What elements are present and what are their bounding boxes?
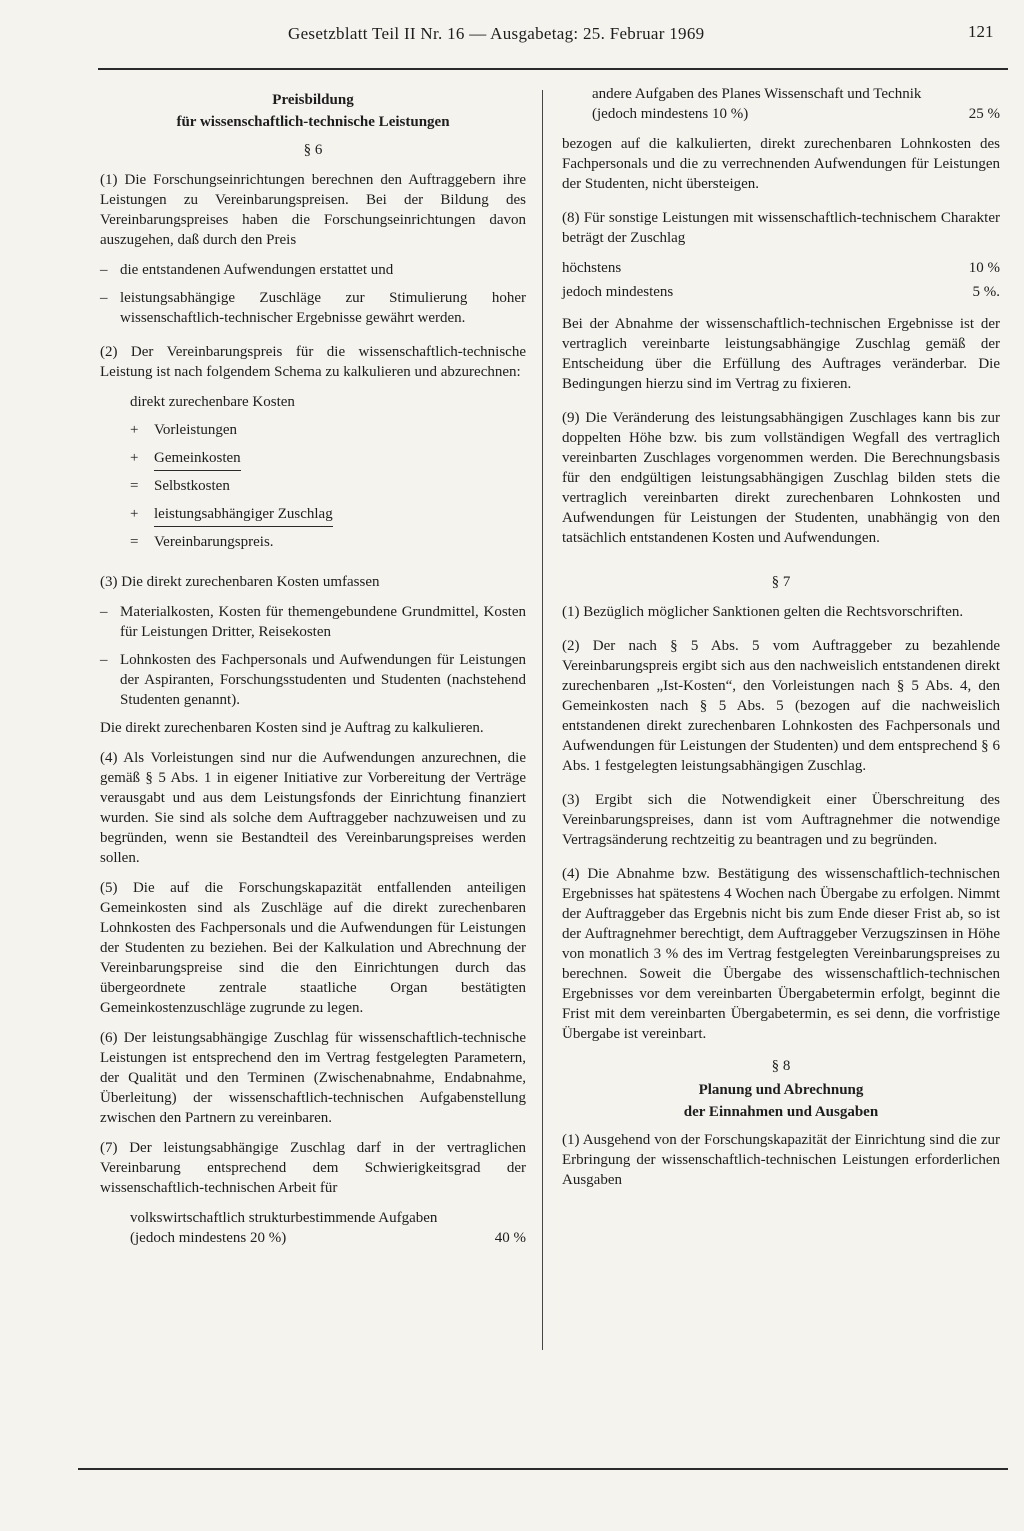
calc-line [130, 392, 526, 420]
section-heading: der Einnahmen und Ausgaben [683, 1104, 879, 1120]
rate-value: 5 %. [972, 284, 1000, 300]
paragraph: (1) Ausgehend von der Forschungskapazität der Einrichtung sind die zur Erbringung der wissenschaftlich-technischen Leistungen erforderlichen Ausgaben [562, 1132, 1000, 1188]
calc-item: direkt zurechenbare Kosten [130, 394, 295, 410]
rate-value: 40 % [494, 1230, 526, 1246]
plus-sign: + [130, 422, 139, 438]
header-title: Gesetzblatt Teil II Nr. 16 — Ausgabetag: 25. Februar 1969 [288, 24, 705, 43]
rate-row [562, 282, 1000, 302]
page-header [0, 18, 1024, 46]
calc-item: leistungsabhängiger Zuschlag [154, 504, 333, 527]
dash-text: leistungsabhängige Zuschläge zur Stimulierung hoher wissenschaftlich-technischer Ergebnisse gewährt werden. [120, 290, 526, 326]
paragraph: (3) Die direkt zurechenbaren Kosten umfassen [100, 574, 380, 590]
section-heading: Preisbildung [272, 92, 354, 108]
paragraph: Die direkt zurechenbaren Kosten sind je Auftrag zu kalkulieren. [100, 720, 484, 736]
paragraph-number: § 6 [303, 142, 323, 158]
rate-text: volkswirtschaftlich strukturbestimmende Aufgaben (jedoch mindestens 20 %) [130, 1210, 438, 1246]
paragraph: (1) Die Forschungseinrichtungen berechnen den Auftraggebern ihre Leistungen zu Vereinbarungspreisen. Bei der Bildung des Vereinbarungspreises haben die Forschungseinrichtungen davon auszugehen, daß durch den Preis [100, 172, 526, 248]
dash-text: die entstandenen Aufwendungen erstattet und [120, 262, 394, 278]
calc-line [130, 420, 526, 448]
dash-mark: – [100, 290, 108, 306]
calc-item: Vorleistungen [154, 422, 238, 438]
paragraph: (4) Als Vorleistungen sind nur die Aufwendungen anzurechnen, die gemäß § 5 Abs. 1 in eigener Initiative zur Vorbereitung der Verträge verausgabt und aus dem Leistungsfonds der Einrichtung finanziert wurden. Sie sind als solche dem Auftraggeber nachzuweisen und zu begründen, wenn sie Bestandteil des Vereinbarungspreises werden sollen. [100, 750, 526, 866]
rate-entry [592, 84, 1000, 124]
calc-line [130, 504, 526, 532]
footer-rule [78, 1468, 1008, 1470]
dash-item [100, 602, 526, 642]
calc-line [130, 448, 526, 476]
dash-mark: – [100, 652, 108, 668]
paragraph-number: § 7 [771, 574, 791, 590]
paragraph: (3) Ergibt sich die Notwendigkeit einer Überschreitung des Vereinbarungspreises, dann ist vom Auftragnehmer die notwendige Vertragsänderung rechtzeitig zu beantragen und zu begründen. [562, 792, 1000, 848]
paragraph: (6) Der leistungsabhängige Zuschlag für wissenschaftlich-technische Leistungen ist entsprechend den im Vertrag festgelegten Parametern, der Qualität und den Terminen (Zwischenabnahme, Endabnahme, Überleitung) der wissenschaftlich-technischen Aufgabenstellung zwischen den Partnern zu vereinbaren. [100, 1030, 526, 1126]
rate-label: jedoch mindestens [562, 284, 674, 300]
calc-item: Gemeinkosten [154, 448, 241, 471]
paragraph: bezogen auf die kalkulierten, direkt zurechenbaren Lohnkosten des Fachpersonals und die zu verrechnenden Aufwendungen für Leistungen der Studenten, nicht übersteigen. [562, 136, 1000, 192]
equals-sign: = [130, 534, 139, 550]
calc-item: Vereinbarungspreis. [154, 534, 274, 550]
column-divider [542, 90, 543, 1350]
paragraph: (1) Bezüglich möglicher Sanktionen gelten die Rechtsvorschriften. [562, 604, 964, 620]
page-number: 121 [968, 22, 994, 41]
paragraph: (5) Die auf die Forschungskapazität entfallenden anteiligen Gemeinkosten sind als Zuschläge auf die direkt zurechenbaren Lohnkosten des Fachpersonals und die Aufwendungen für Leistungen der Studenten zu beziehen. Bei der Kalkulation und Abrechnung der Vereinbarungspreise sind die den Einrichtungen durch das übergeordnete zentrale staatliche Organ bestätigten Gemeinkostenzuschläge zugrunde zu legen. [100, 880, 526, 1016]
calc-line [130, 476, 526, 504]
dash-item [100, 650, 526, 710]
paragraph: Bei der Abnahme der wissenschaftlich-technischen Ergebnisse ist der vertraglich vereinbarte leistungsabhängige Zuschlag gemäß der Entscheidung über die Erfüllung des Auftrages veränderbar. Die Bedingungen hierzu sind im Vertrag zu fixieren. [562, 316, 1000, 392]
dash-mark: – [100, 262, 108, 278]
price-calculation-scheme [130, 392, 526, 560]
dash-text: Lohnkosten des Fachpersonals und Aufwendungen für Leistungen der Aspiranten, Forschungsstudenten und Studenten (nachstehend Studenten genannt). [120, 652, 526, 708]
equals-sign: = [130, 478, 139, 494]
rate-entry [130, 1208, 526, 1248]
rate-row [562, 258, 1000, 278]
calc-item: Selbstkosten [154, 478, 230, 494]
dash-item [100, 288, 526, 328]
paragraph: (2) Der nach § 5 Abs. 5 vom Auftraggeber zu bezahlende Vereinbarungspreis ergibt sich aus den nachweislich entstandenen direkt zurechenbaren „Ist-Kosten“, den Vorleistungen nach § 5 Abs. 4, den Gemeinkosten nach § 5 Abs. 5 (bezogen auf die nachweislich entstandenen direkt zurechenbaren Lohnkosten des Fachpersonals und Aufwendungen für Leistungen der Studenten) und dem entsprechend § 6 Abs. 1 festgelegten leistungsabhängigen Zuschlag. [562, 638, 1000, 774]
paragraph: (4) Die Abnahme bzw. Bestätigung des wissenschaftlich-technischen Ergebnisses hat spätestens 4 Wochen nach Übergabe zu erfolgen. Nimmt der Auftraggeber das Ergebnis nicht bis zum Ende dieser Frist ab, so ist der Auftragnehmer berechtigt, dem Auftraggeber Verzugszinsen in Höhe von monatlich 3 % des im Vertrag festgelegten Vereinbarungspreises zu berechnen. Soweit die Übergabe des wissenschaftlich-technischen Ergebnisses vor dem vereinbarten Übergabetermin erfolgt, beginnt die Frist mit dem vereinbarten Übergabetermin, es sei denn, die vorfristige Übergabe ist vereinbart. [562, 866, 1000, 1042]
calc-line [130, 532, 526, 560]
paragraph: (9) Die Veränderung des leistungsabhängigen Zuschlages kann bis zur doppelten Höhe bzw. bis zum vollständigen Wegfall des vertraglich vereinbarten Zuschlages vorgenommen werden. Die Berechnungsbasis für den endgültigen leistungsabhängigen Zuschlag bilden stets die vertraglich vereinbarten direkt zurechenbaren Lohnkosten und Aufwendungen für Leistungen der Studenten, unabhängig von den tatsächlich entstandenen Kosten und Aufwendungen. [562, 410, 1000, 546]
plus-sign: + [130, 506, 139, 522]
rate-value: 25 % [968, 106, 1000, 122]
rate-text: andere Aufgaben des Planes Wissenschaft und Technik (jedoch mindestens 10 %) [592, 86, 922, 122]
plus-sign: + [130, 450, 139, 466]
paragraph: (8) Für sonstige Leistungen mit wissenschaftlich-technischem Charakter beträgt der Zuschlag [562, 210, 1000, 246]
rate-label: höchstens [562, 260, 622, 276]
section-heading: für wissenschaftlich-technische Leistungen [176, 114, 450, 130]
header-rule [98, 68, 1008, 70]
right-column [562, 86, 1000, 1200]
dash-item [100, 260, 526, 280]
dash-mark: – [100, 604, 108, 620]
paragraph: (2) Der Vereinbarungspreis für die wissenschaftlich-technische Leistung ist nach folgendem Schema zu kalkulieren und abzurechnen: [100, 344, 526, 380]
rate-value: 10 % [968, 260, 1000, 276]
left-column [100, 90, 526, 1258]
paragraph-number: § 8 [771, 1058, 791, 1074]
paragraph: (7) Der leistungsabhängige Zuschlag darf in der vertraglichen Vereinbarung entsprechend dem Schwierigkeitsgrad der wissenschaftlich-technischen Arbeit für [100, 1140, 526, 1196]
dash-text: Materialkosten, Kosten für themengebundene Grundmittel, Kosten für Leistungen Dritter, Reisekosten [120, 604, 526, 640]
section-heading: Planung und Abrechnung [698, 1082, 864, 1098]
